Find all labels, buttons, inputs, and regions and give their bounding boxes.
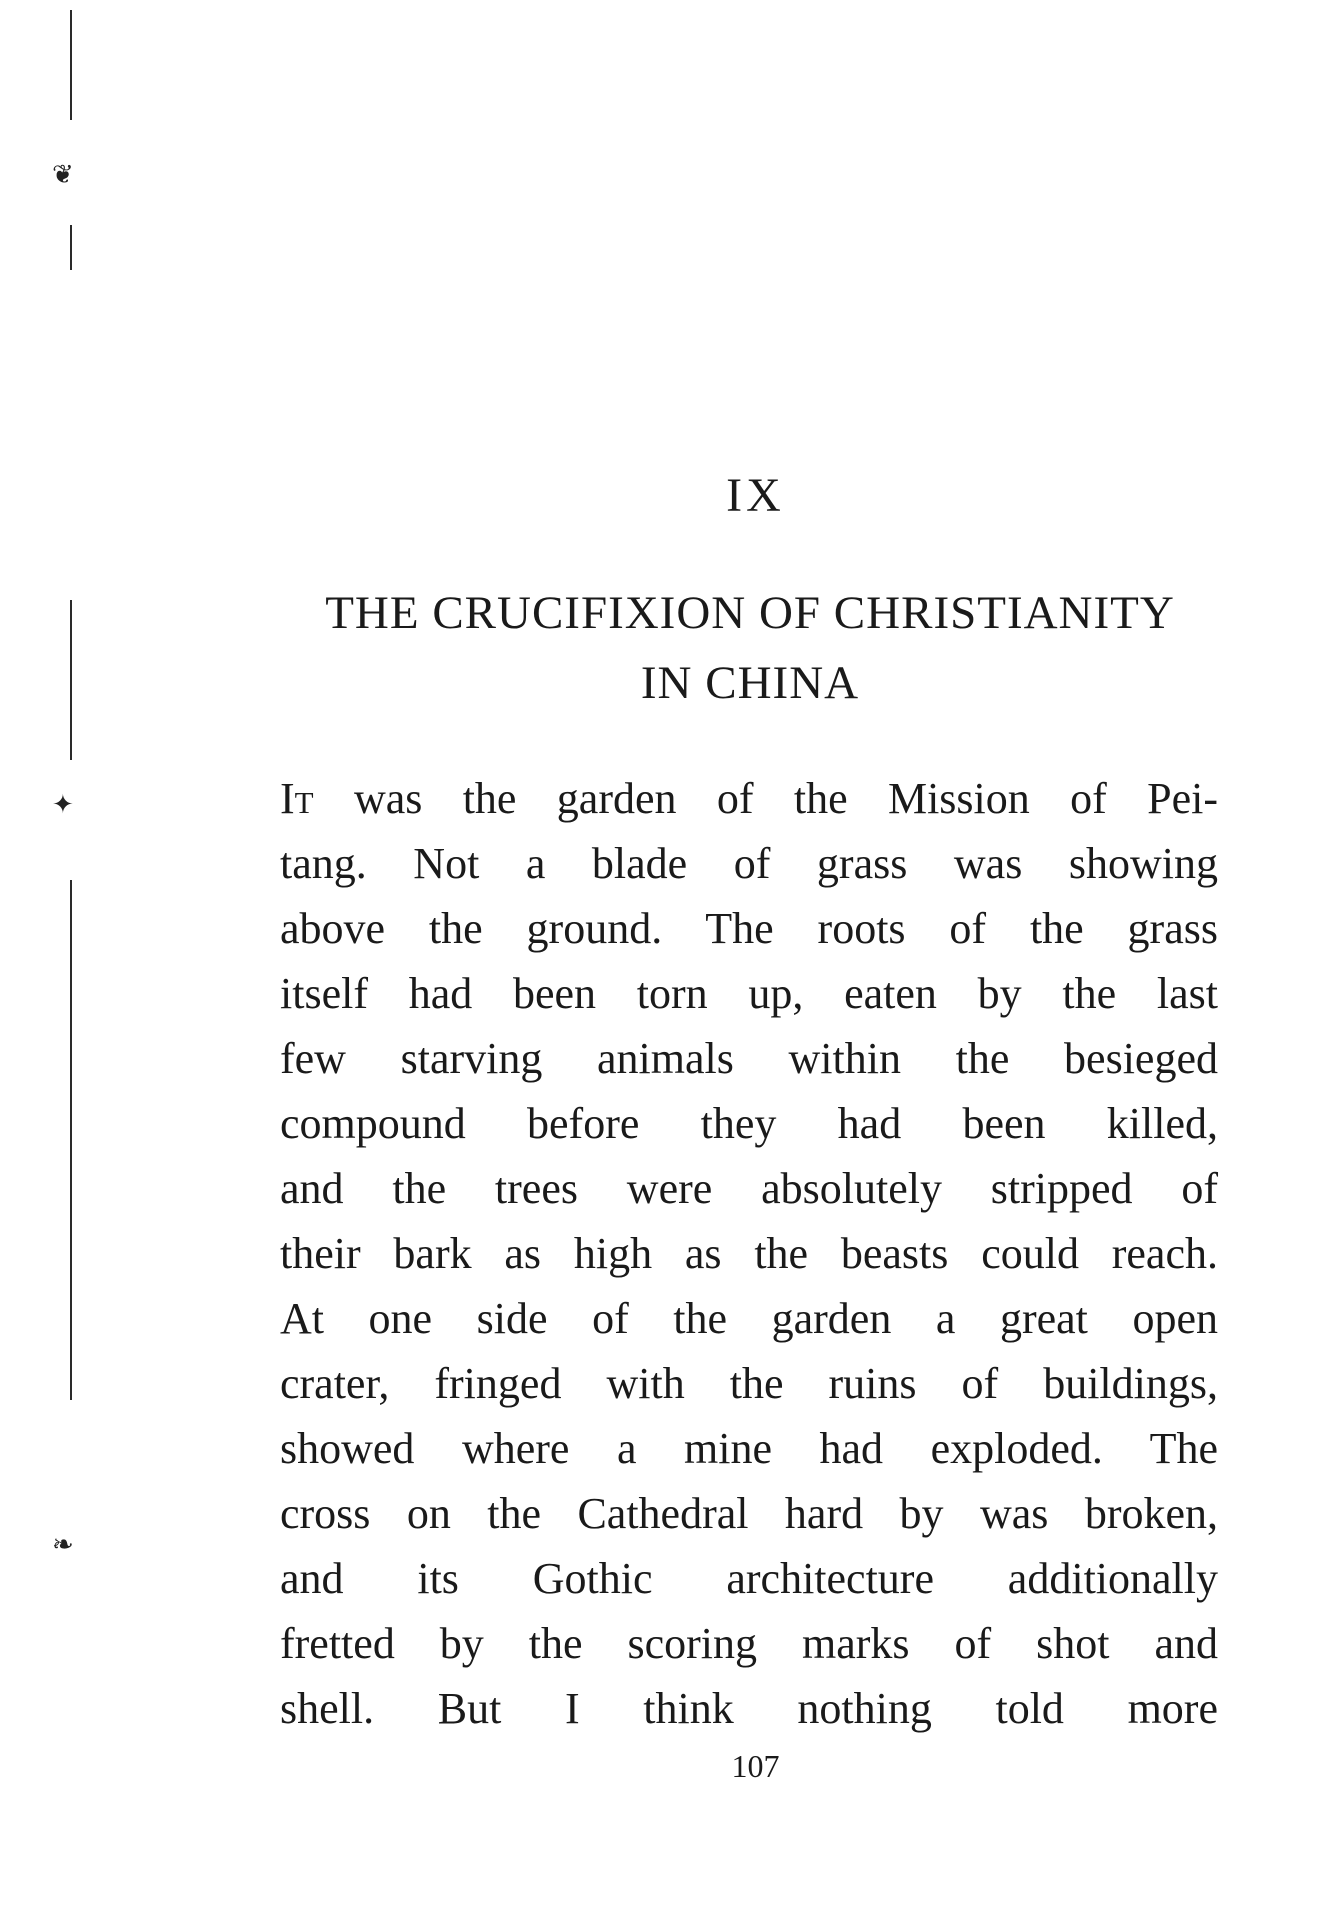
body-line-1 [280, 766, 1218, 831]
gutter-ornament-2: ✦ [52, 790, 74, 820]
body-line-3: above the ground. The roots of the grass [280, 904, 1218, 953]
body-line-2: tang. Not a blade of grass was showing [280, 839, 1218, 888]
body-line-15: shell. But I think nothing told more [280, 1684, 1218, 1733]
body-line-9: At one side of the garden a great open [280, 1294, 1218, 1343]
chapter-title-line-1: THE CRUCIFIXION OF CHRISTIANITY [325, 587, 1175, 639]
gutter-line-1 [70, 10, 72, 120]
gutter-line-3 [70, 600, 72, 760]
gutter-ornament-3: ❧ [52, 1530, 74, 1560]
gutter-ornament-1: ❦ [52, 160, 74, 190]
body-line-10: crater, fringed with the ruins of buildings, [280, 1359, 1218, 1408]
body-line-7: and the trees were absolutely stripped of [280, 1164, 1218, 1213]
body-line-12: cross on the Cathedral hard by was broken, [280, 1489, 1218, 1538]
body-line-11: showed where a mine had exploded. The [280, 1424, 1218, 1473]
drop-word: It [280, 774, 314, 823]
chapter-title [280, 578, 1220, 718]
body-line-14: fretted by the scoring marks of shot and [280, 1619, 1218, 1668]
body-line-13: and its Gothic architecture additionally [280, 1554, 1218, 1603]
gutter-line-2 [70, 225, 72, 270]
chapter-title-line-2: IN CHINA [640, 657, 860, 709]
body-line-4: itself had been torn up, eaten by the last [280, 969, 1218, 1018]
body-line-1-text: was the garden of the Mission of Pei- [313, 774, 1218, 823]
chapter-number: IX [726, 469, 785, 522]
body-line-5: few starving animals within the besieged [280, 1034, 1218, 1083]
body-paragraph [280, 766, 1218, 1741]
body-line-8: their bark as high as the beasts could reach. [280, 1229, 1218, 1278]
gutter-line-4 [70, 880, 72, 1400]
page-number: 107 [731, 1748, 780, 1784]
body-line-6: compound before they had been killed, [280, 1099, 1218, 1148]
